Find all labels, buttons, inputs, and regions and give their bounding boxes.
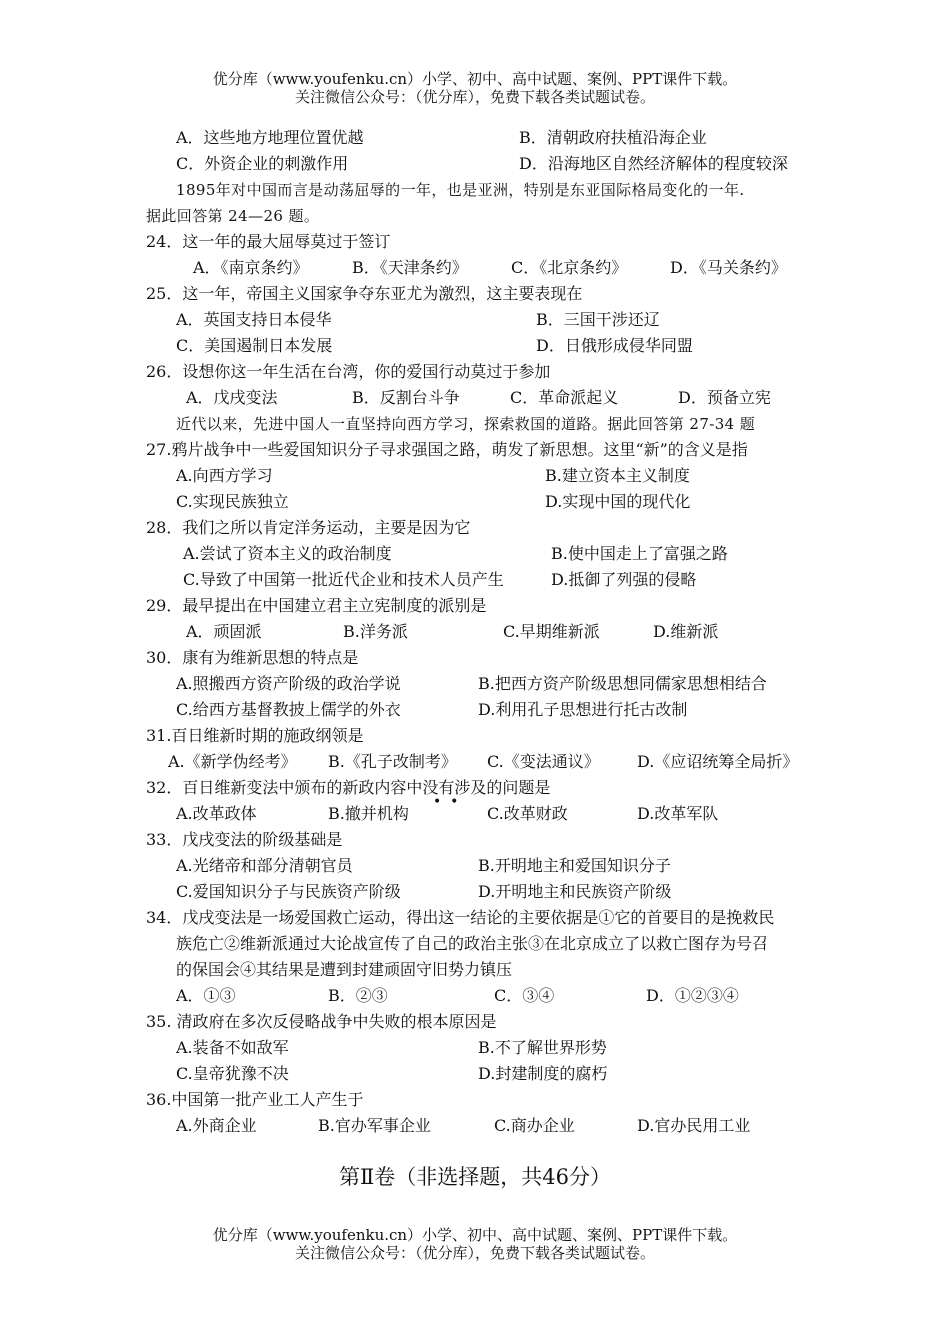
question-31-option-c: C.《变法通议》 — [487, 752, 600, 771]
question-27-option-d: D.实现中国的现代化 — [545, 492, 691, 511]
question-25-option-a: A．英国支持日本侵华 — [176, 310, 332, 329]
question-31-option-d: D.《应诏统筹全局折》 — [637, 752, 799, 771]
question-36-option-a: A.外商企业 — [176, 1116, 257, 1135]
question-28-option-b: B.使中国走上了富强之路 — [551, 544, 728, 563]
question-34-option-b: B．②③ — [328, 986, 388, 1005]
intro-27-34: 近代以来，先进中国人一直坚持向西方学习，探索救国的道路。据此回答第 27-34 题 — [176, 415, 756, 433]
question-29-option-a: A．顽固派 — [186, 622, 262, 641]
question-29-option-b: B.洋务派 — [343, 622, 408, 641]
question-25-stem: 25．这一年，帝国主义国家争夺东亚尤为激烈，这主要表现在 — [146, 284, 583, 303]
question-30-option-a: A.照搬西方资产阶级的政治学说 — [176, 674, 401, 693]
question-28-option-d: D.抵御了列强的侵略 — [551, 570, 697, 589]
question-26-option-b: B．反割台斗争 — [352, 388, 460, 407]
question-27-option-b: B.建立资本主义制度 — [545, 466, 690, 485]
question-33-stem: 33．戊戌变法的阶级基础是 — [146, 830, 343, 849]
question-33-option-d: D.开明地主和民族资产阶级 — [478, 882, 672, 901]
header-line-1: 优分库（www.youfenku.cn）小学、初中、高中试题、案例、PPT课件下载。 — [212, 70, 738, 88]
intro-24-26-line-1: 1895年对中国而言是动荡屈辱的一年，也是亚洲，特别是东亚国际格局变化的一年. — [176, 181, 745, 199]
question-27-option-c: C.实现民族独立 — [176, 492, 289, 511]
header-line-2: 关注微信公众号：（优分库），免费下载各类试题试卷。 — [294, 88, 655, 106]
question-31-option-b: B.《孔子改制考》 — [328, 752, 457, 771]
question-34-option-c: C．③④ — [494, 986, 555, 1005]
prev-option-a: A．这些地方地理位置优越 — [176, 128, 364, 147]
question-24-option-a: A．《南京条约》 — [193, 258, 309, 277]
intro-24-26-line-2: 据此回答第 24—26 题。 — [146, 207, 320, 225]
question-36-stem: 36.中国第一批产业工人产生于 — [146, 1090, 364, 1109]
question-25-option-c: C．美国遏制日本发展 — [176, 336, 333, 355]
question-28-stem: 28．我们之所以肯定洋务运动，主要是因为它 — [146, 518, 471, 537]
question-32-option-b: B.撤并机构 — [328, 804, 409, 823]
question-31-stem: 31.百日维新时期的施政纲领是 — [146, 726, 364, 745]
question-30-option-b: B.把西方资产阶级思想同儒家思想相结合 — [478, 674, 767, 693]
question-27-option-a: A.向西方学习 — [176, 466, 273, 485]
question-34-stem-line-1: 34．戊戌变法是一场爱国救亡运动，得出这一结论的主要依据是①它的首要目的是挽救民 — [146, 908, 775, 927]
question-25-option-d: D．日俄形成侵华同盟 — [536, 336, 693, 355]
question-35-option-a: A.装备不如敌军 — [176, 1038, 289, 1057]
question-24-stem: 24．这一年的最大屈辱莫过于签订 — [146, 232, 391, 251]
question-29-option-c: C.早期维新派 — [503, 622, 600, 641]
question-35-option-d: D.封建制度的腐朽 — [478, 1064, 608, 1083]
question-32-stem: 32．百日维新变法中颁布的新政内容中没有涉及的问题是 — [146, 778, 551, 797]
question-30-stem: 30．康有为维新思想的特点是 — [146, 648, 359, 667]
question-34-option-a: A．①③ — [176, 986, 236, 1005]
prev-option-c: C．外资企业的刺激作用 — [176, 154, 349, 173]
question-34-stem-line-2: 族危亡②维新派通过大论战宣传了自己的政治主张③在北京成立了以救亡图存为号召 — [176, 934, 769, 953]
question-26-option-c: C．革命派起义 — [510, 388, 619, 407]
footer-line-1: 优分库（www.youfenku.cn）小学、初中、高中试题、案例、PPT课件下载。 — [212, 1226, 738, 1244]
question-24-option-b: B．《天津条约》 — [352, 258, 468, 277]
prev-option-d: D．沿海地区自然经济解体的程度较深 — [519, 154, 788, 173]
question-33-option-c: C.爱国知识分子与民族资产阶级 — [176, 882, 401, 901]
question-29-stem: 29．最早提出在中国建立君主立宪制度的派别是 — [146, 596, 487, 615]
question-32-option-d: D.改革军队 — [637, 804, 719, 823]
question-26-stem: 26．设想你这一年生活在台湾，你的爱国行动莫过于参加 — [146, 362, 551, 381]
question-33-option-b: B.开明地主和爱国知识分子 — [478, 856, 671, 875]
question-24-option-d: D．《马关条约》 — [670, 258, 787, 277]
question-36-option-b: B.官办军事企业 — [318, 1116, 431, 1135]
question-30-option-d: D.利用孔子思想进行托古改制 — [478, 700, 688, 719]
question-33-option-a: A.光绪帝和部分清朝官员 — [176, 856, 353, 875]
section-2-title: 第Ⅱ卷（非选择题，共46分） — [339, 1165, 611, 1189]
question-36-option-c: C.商办企业 — [494, 1116, 575, 1135]
prev-option-b: B．清朝政府扶植沿海企业 — [519, 128, 707, 147]
emphasis-dots: • • — [433, 794, 459, 810]
question-28-option-c: C.导致了中国第一批近代企业和技术人员产生 — [183, 570, 504, 589]
question-32-option-a: A.改革政体 — [176, 804, 257, 823]
footer-line-2: 关注微信公众号：（优分库），免费下载各类试题试卷。 — [294, 1244, 655, 1262]
question-26-option-a: A．戊戌变法 — [186, 388, 278, 407]
question-27-stem: 27.鸦片战争中一些爱国知识分子寻求强国之路，萌发了新思想。这里“新”的含义是指 — [146, 440, 748, 459]
question-30-option-c: C.给西方基督教披上儒学的外衣 — [176, 700, 401, 719]
question-25-option-b: B．三国干涉还辽 — [536, 310, 660, 329]
question-34-option-d: D．①②③④ — [646, 986, 739, 1005]
question-35-stem: 35. 清政府在多次反侵略战争中失败的根本原因是 — [146, 1012, 497, 1031]
question-35-option-b: B.不了解世界形势 — [478, 1038, 607, 1057]
question-35-option-c: C.皇帝犹豫不决 — [176, 1064, 289, 1083]
question-32-option-c: C.改革财政 — [487, 804, 568, 823]
question-34-stem-line-3: 的保国会④其结果是遭到封建顽固守旧势力镇压 — [176, 960, 513, 979]
question-24-option-c: C．《北京条约》 — [511, 258, 628, 277]
question-31-option-a: A.《新学伪经考》 — [168, 752, 297, 771]
question-28-option-a: A.尝试了资本主义的政治制度 — [183, 544, 392, 563]
question-26-option-d: D．预备立宪 — [678, 388, 771, 407]
question-36-option-d: D.官办民用工业 — [637, 1116, 751, 1135]
question-29-option-d: D.维新派 — [653, 622, 719, 641]
